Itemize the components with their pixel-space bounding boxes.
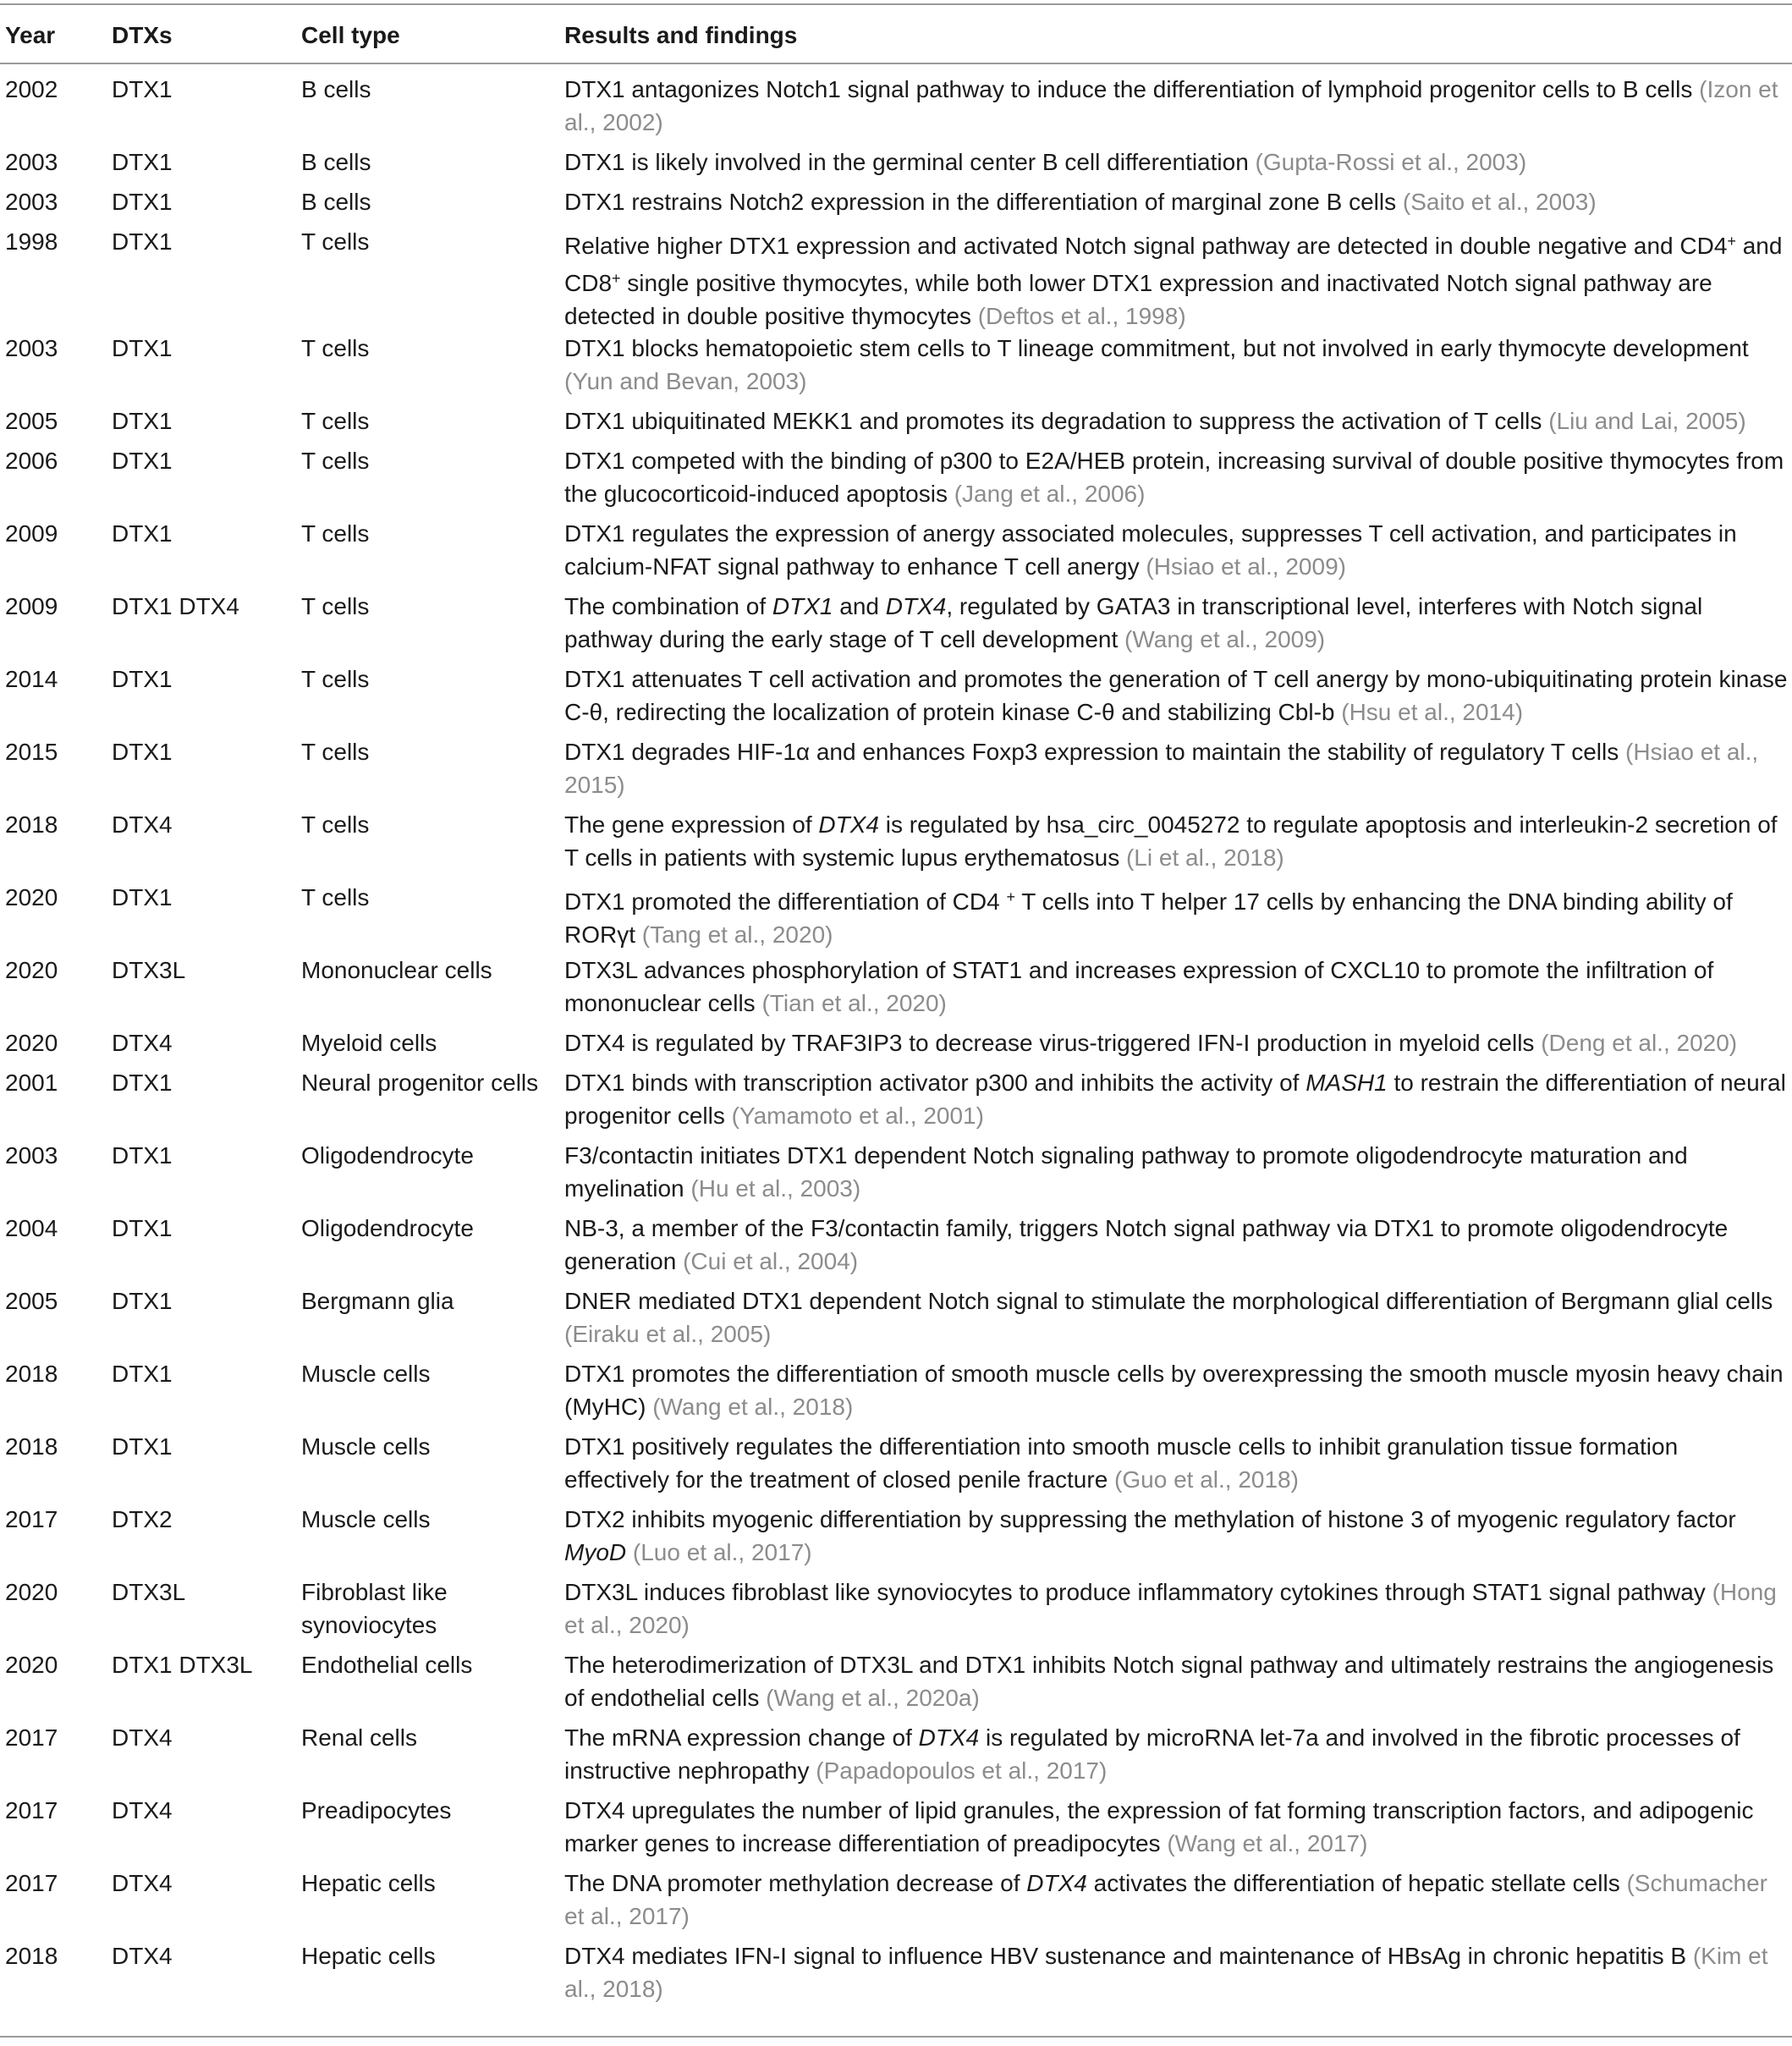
header-cell-type: Cell type — [301, 22, 400, 48]
row-cell-type: Muscle cells — [301, 1433, 431, 1460]
result-text: DTX4 upregulates the number of lipid granules, the expression of fat forming transcription factors, and adipogenic marker genes to increase differentiation of preadipocytes — [564, 1797, 1754, 1856]
table-row — [0, 881, 1792, 954]
row-year: 2003 — [5, 335, 58, 361]
row-dtxs: DTX1 — [112, 739, 173, 765]
table-row — [0, 1357, 1792, 1430]
citation-link: (Luo et al., 2017) — [632, 1539, 812, 1565]
citation-link: (Saito et al., 2003) — [1402, 189, 1597, 215]
result-text: DTX1 positively regulates the differentiation into smooth muscle cells to inhibit granulation tissue formation effectively for the treatment of closed penile fracture — [564, 1433, 1679, 1493]
table-row — [0, 1066, 1792, 1139]
result-text: Relative higher DTX1 expression and activated Notch signal pathway are detected in double negative and CD4 — [564, 233, 1728, 259]
table-body — [0, 73, 1792, 2012]
citation-link: (Kim et al., 2018) — [564, 1943, 1768, 2002]
row-cell-type: T cells — [301, 335, 370, 361]
table-row — [0, 590, 1792, 663]
row-year: 2017 — [5, 1724, 58, 1751]
citation-link: (Hu et al., 2003) — [690, 1175, 861, 1202]
table-row — [0, 404, 1792, 444]
citation-link: (Schumacher et al., 2017) — [564, 1870, 1767, 1929]
row-year: 2020 — [5, 1652, 58, 1678]
citation-link: (Guo et al., 2018) — [1114, 1466, 1299, 1493]
row-year: 2005 — [5, 1288, 58, 1314]
row-dtxs: DTX1 — [112, 1215, 173, 1241]
citation-link: (Wang et al., 2018) — [652, 1394, 854, 1420]
gene-name: DTX4 — [918, 1724, 980, 1751]
result-text: DTX1 regulates the expression of anergy associated molecules, suppresses T cell activation, and participates in calcium-NFAT signal pathway to enhance T cell anergy — [564, 520, 1737, 580]
header-dtxs: DTXs — [112, 22, 173, 48]
row-dtxs: DTX4 — [112, 1030, 173, 1056]
citation-link: (Papadopoulos et al., 2017) — [816, 1757, 1108, 1784]
row-dtxs: DTX1 — [112, 1361, 173, 1387]
result-text — [626, 1539, 633, 1565]
row-year: 2005 — [5, 408, 58, 434]
result-text: The heterodimerization of DTX3L and DTX1 inhibits Notch signal pathway and ultimately restrains the angiogenesis of endothelial cells — [564, 1652, 1774, 1711]
row-dtxs: DTX1 — [112, 1142, 173, 1169]
row-results — [564, 1284, 1788, 1350]
result-text: and CD8 — [564, 233, 1783, 296]
table-row — [0, 1648, 1792, 1721]
row-dtxs: DTX4 — [112, 1943, 173, 1969]
row-cell-type: T cells — [301, 520, 370, 547]
table-row — [0, 1867, 1792, 1939]
result-text: DTX1 binds with transcription activator p300 and inhibits the activity of — [564, 1070, 1306, 1096]
table-row — [0, 1139, 1792, 1212]
row-results — [564, 1867, 1788, 1933]
citation-link: (Gupta-Rossi et al., 2003) — [1255, 149, 1527, 175]
row-cell-type: B cells — [301, 189, 371, 215]
table-row — [0, 146, 1792, 185]
result-text: DTX1 is likely involved in the germinal center B cell differentiation — [564, 149, 1256, 175]
result-text: T cells into T helper 17 cells by enhancing the DNA binding ability of RORγt — [564, 888, 1733, 948]
table-row — [0, 1430, 1792, 1503]
row-year: 2018 — [5, 811, 58, 838]
row-year: 1998 — [5, 228, 58, 255]
row-dtxs: DTX1 — [112, 884, 173, 910]
row-dtxs: DTX1 — [112, 408, 173, 434]
row-dtxs: DTX4 — [112, 1870, 173, 1896]
result-text: DTX1 promotes the differentiation of smooth muscle cells by overexpressing the smooth muscle myosin heavy chain (MyHC) — [564, 1361, 1784, 1420]
citation-link: (Deng et al., 2020) — [1541, 1030, 1738, 1056]
row-year: 2020 — [5, 1030, 58, 1056]
gene-name: MASH1 — [1306, 1070, 1388, 1096]
citation-link: (Wang et al., 2017) — [1167, 1830, 1368, 1856]
row-dtxs: DTX1 — [112, 520, 173, 547]
superscript: + — [612, 270, 621, 287]
result-text: DTX1 promoted the differentiation of CD4 — [564, 888, 1007, 915]
result-text: The gene expression of — [564, 811, 819, 838]
result-text: activates the differentiation of hepatic stellate cells — [1086, 1870, 1627, 1896]
result-text: DTX2 inhibits myogenic differentiation by suppressing the methylation of histone 3 of myogenic regulatory factor — [564, 1506, 1736, 1532]
citation-link: (Tang et al., 2020) — [641, 921, 833, 948]
result-text: DTX1 restrains Notch2 expression in the differentiation of marginal zone B cells — [564, 189, 1403, 215]
row-cell-type: Neural progenitor cells — [301, 1070, 539, 1096]
row-results — [564, 185, 1788, 218]
table-row — [0, 1284, 1792, 1357]
row-dtxs: DTX1 — [112, 228, 173, 255]
row-cell-type: Muscle cells — [301, 1361, 431, 1387]
row-results — [564, 73, 1788, 139]
row-cell-type: Myeloid cells — [301, 1030, 437, 1056]
row-year: 2017 — [5, 1797, 58, 1823]
row-results — [564, 1648, 1788, 1714]
citation-link: (Yun and Bevan, 2003) — [564, 368, 807, 394]
result-text: DTX1 blocks hematopoietic stem cells to T lineage commitment, but not involved in early thymocyte development — [564, 335, 1749, 361]
row-year: 2009 — [5, 520, 58, 547]
row-year: 2015 — [5, 739, 58, 765]
row-year: 2018 — [5, 1943, 58, 1969]
row-results — [564, 881, 1788, 951]
gene-name: MyoD — [564, 1539, 627, 1565]
row-year: 2003 — [5, 189, 58, 215]
row-results — [564, 1212, 1788, 1278]
citation-link: (Hsiao et al., 2015) — [564, 739, 1759, 798]
gene-name: DTX4 — [885, 593, 947, 619]
citation-link: (Yamamoto et al., 2001) — [731, 1103, 984, 1129]
row-results — [564, 1139, 1788, 1205]
row-year: 2017 — [5, 1870, 58, 1896]
row-results — [564, 332, 1788, 398]
result-text: NB-3, a member of the F3/contactin family, triggers Notch signal pathway via DTX1 to promote oligodendrocyte generation — [564, 1215, 1729, 1274]
table-row — [0, 735, 1792, 808]
result-text: DTX1 competed with the binding of p300 to E2A/HEB protein, increasing survival of double positive thymocytes from the glucocorticoid-induced apoptosis — [564, 448, 1784, 507]
result-text: DTX1 attenuates T cell activation and promotes the generation of T cell anergy by mono-ubiquitinating protein kinase C-θ, redirecting the localization of protein kinase C-θ and stabilizing Cbl-b — [564, 666, 1788, 725]
row-year: 2014 — [5, 666, 58, 692]
citation-link: (Wang et al., 2020a) — [766, 1685, 980, 1711]
result-text: DTX4 mediates IFN-I signal to influence HBV sustenance and maintenance of HBsAg in chronic hepatitis B — [564, 1943, 1693, 1969]
result-text: is regulated by hsa_circ_0045272 to regulate apoptosis and interleukin-2 secretion of T cells in patients with systemic lupus erythematosus — [564, 811, 1778, 871]
row-results — [564, 1721, 1788, 1787]
row-dtxs: DTX4 — [112, 1724, 173, 1751]
row-cell-type: T cells — [301, 448, 370, 474]
row-dtxs: DTX1 — [112, 666, 173, 692]
result-text: DTX3L advances phosphorylation of STAT1 and increases expression of CXCL10 to promote the infiltration of mononuclear cells — [564, 957, 1714, 1016]
row-results — [564, 1430, 1788, 1496]
row-cell-type: Oligodendrocyte — [301, 1142, 474, 1169]
row-dtxs: DTX1 — [112, 76, 173, 102]
row-results — [564, 517, 1788, 583]
row-cell-type: Hepatic cells — [301, 1943, 436, 1969]
row-results — [564, 1576, 1788, 1642]
result-text: is regulated by microRNA let-7a and involved in the fibrotic processes of instructive nephropathy — [564, 1724, 1740, 1784]
table-row — [0, 1576, 1792, 1648]
result-text: DTX3L induces fibroblast like synoviocytes to produce inflammatory cytokines through STAT1 signal pathway — [564, 1579, 1712, 1605]
row-dtxs: DTX1 — [112, 189, 173, 215]
row-year: 2017 — [5, 1506, 58, 1532]
citation-link: (Eiraku et al., 2005) — [564, 1321, 772, 1347]
result-text: , regulated by GATA3 in transcriptional level, interferes with Notch signal pathway during the early stage of T cell development — [564, 593, 1703, 652]
row-cell-type: Renal cells — [301, 1724, 417, 1751]
table-row — [0, 225, 1792, 332]
row-year: 2003 — [5, 149, 58, 175]
result-text: DTX4 is regulated by TRAF3IP3 to decrease virus-triggered IFN-I production in myeloid cells — [564, 1030, 1542, 1056]
gene-name: DTX4 — [818, 811, 879, 838]
row-cell-type: Oligodendrocyte — [301, 1215, 474, 1241]
row-cell-type: B cells — [301, 149, 371, 175]
result-text: DTX1 antagonizes Notch1 signal pathway to induce the differentiation of lymphoid progenitor cells to B cells — [564, 76, 1700, 102]
row-cell-type: Fibroblast like synoviocytes — [301, 1579, 448, 1638]
result-text: DTX1 degrades HIF-1α and enhances Foxp3 expression to maintain the stability of regulatory T cells — [564, 739, 1626, 765]
row-cell-type: Bergmann glia — [301, 1288, 454, 1314]
row-results — [564, 735, 1788, 801]
bottom-rule — [0, 2036, 1792, 2038]
row-cell-type: Mononuclear cells — [301, 957, 492, 983]
row-dtxs: DTX1 DTX3L — [112, 1652, 253, 1678]
row-results — [564, 225, 1788, 333]
row-cell-type: Muscle cells — [301, 1506, 431, 1532]
row-year: 2006 — [5, 448, 58, 474]
row-results — [564, 1939, 1788, 2005]
table-row — [0, 517, 1792, 590]
header-results: Results and findings — [564, 22, 798, 48]
row-dtxs: DTX1 — [112, 335, 173, 361]
citation-link: (Deftos et al., 1998) — [977, 303, 1186, 329]
table-row — [0, 1721, 1792, 1794]
result-text: The combination of — [564, 593, 772, 619]
table-row — [0, 1939, 1792, 2012]
table-row — [0, 444, 1792, 517]
row-year: 2004 — [5, 1215, 58, 1241]
row-year: 2003 — [5, 1142, 58, 1169]
row-results — [564, 146, 1788, 179]
result-text: F3/contactin initiates DTX1 dependent Notch signaling pathway to promote oligodendrocyte maturation and myelination — [564, 1142, 1688, 1202]
table-row — [0, 1026, 1792, 1066]
result-text: to restrain the differentiation of neural progenitor cells — [564, 1070, 1786, 1129]
row-cell-type: T cells — [301, 884, 370, 910]
table-row — [0, 663, 1792, 735]
row-cell-type: Preadipocytes — [301, 1797, 452, 1823]
row-year: 2018 — [5, 1361, 58, 1387]
row-year: 2009 — [5, 593, 58, 619]
row-year: 2018 — [5, 1433, 58, 1460]
citation-link: (Jang et al., 2006) — [954, 481, 1146, 507]
row-year: 2002 — [5, 76, 58, 102]
result-text: DTX1 ubiquitinated MEKK1 and promotes its degradation to suppress the activation of T cells — [564, 408, 1549, 434]
row-dtxs: DTX4 — [112, 1797, 173, 1823]
superscript: + — [1006, 888, 1015, 905]
table-row — [0, 332, 1792, 404]
row-cell-type: T cells — [301, 811, 370, 838]
citation-link: (Li et al., 2018) — [1125, 844, 1284, 871]
table-header — [0, 0, 1792, 64]
row-dtxs: DTX2 — [112, 1506, 173, 1532]
superscript: + — [1727, 233, 1736, 250]
row-cell-type: T cells — [301, 408, 370, 434]
row-dtxs: DTX1 — [112, 1288, 173, 1314]
row-results — [564, 1357, 1788, 1423]
row-results — [564, 444, 1788, 510]
table-row — [0, 73, 1792, 146]
result-text: The DNA promoter methylation decrease of — [564, 1870, 1027, 1896]
row-year: 2020 — [5, 884, 58, 910]
row-dtxs: DTX3L — [112, 957, 186, 983]
row-dtxs: DTX1 — [112, 1433, 173, 1460]
row-dtxs: DTX1 DTX4 — [112, 593, 239, 619]
citation-link: (Tian et al., 2020) — [761, 990, 947, 1016]
row-cell-type: Endothelial cells — [301, 1652, 473, 1678]
row-year: 2020 — [5, 957, 58, 983]
header-year: Year — [5, 22, 56, 48]
row-cell-type: T cells — [301, 666, 370, 692]
row-dtxs: DTX1 — [112, 448, 173, 474]
result-text: single positive thymocytes, while both lower DTX1 expression and inactivated Notch signal pathway are detected in double positive thymocytes — [564, 270, 1712, 329]
table-row — [0, 1794, 1792, 1867]
table-row — [0, 808, 1792, 881]
row-results — [564, 1066, 1788, 1132]
gene-name: DTX1 — [772, 593, 833, 619]
result-text: DNER mediated DTX1 dependent Notch signal to stimulate the morphological differentiation of Bergmann glial cells — [564, 1288, 1773, 1314]
row-cell-type: T cells — [301, 228, 370, 255]
row-results — [564, 663, 1788, 729]
row-dtxs: DTX1 — [112, 149, 173, 175]
row-cell-type: T cells — [301, 739, 370, 765]
row-year: 2001 — [5, 1070, 58, 1096]
row-cell-type: B cells — [301, 76, 371, 102]
table-row — [0, 185, 1792, 225]
row-cell-type: Hepatic cells — [301, 1870, 436, 1896]
row-results — [564, 404, 1788, 437]
row-cell-type: T cells — [301, 593, 370, 619]
citation-link: (Liu and Lai, 2005) — [1548, 408, 1746, 434]
result-text: The mRNA expression change of — [564, 1724, 919, 1751]
citation-link: (Hsu et al., 2014) — [1341, 699, 1524, 725]
row-dtxs: DTX3L — [112, 1579, 186, 1605]
row-results — [564, 1026, 1788, 1059]
citation-link: (Cui et al., 2004) — [683, 1248, 859, 1274]
table-row — [0, 1503, 1792, 1576]
row-results — [564, 1503, 1788, 1569]
row-dtxs: DTX4 — [112, 811, 173, 838]
table-row — [0, 954, 1792, 1026]
row-year: 2020 — [5, 1579, 58, 1605]
citation-link: (Hsiao et al., 2009) — [1146, 553, 1346, 580]
citation-link: (Hong et al., 2020) — [564, 1579, 1777, 1638]
row-results — [564, 808, 1788, 874]
gene-name: DTX4 — [1026, 1870, 1087, 1896]
table-row — [0, 1212, 1792, 1284]
row-results — [564, 954, 1788, 1020]
result-text: and — [833, 593, 886, 619]
row-results — [564, 590, 1788, 656]
row-dtxs: DTX1 — [112, 1070, 173, 1096]
citation-link: (Wang et al., 2009) — [1124, 626, 1326, 652]
citation-link: (Izon et al., 2002) — [564, 76, 1778, 135]
header-rule — [0, 63, 1792, 64]
row-results — [564, 1794, 1788, 1860]
